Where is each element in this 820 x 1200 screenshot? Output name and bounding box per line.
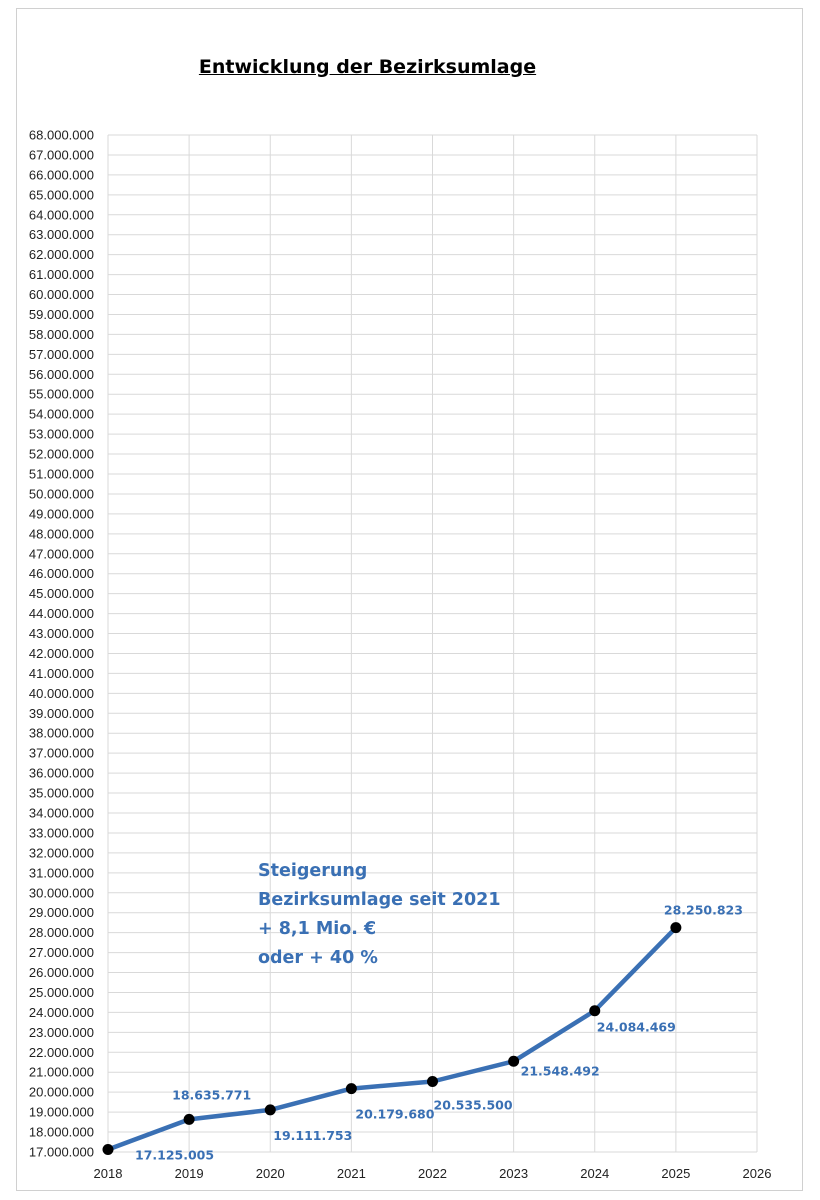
x-tick-label: 2022	[418, 1166, 447, 1181]
y-tick-label: 60.000.000	[28, 287, 94, 303]
data-label: 20.535.500	[433, 1097, 513, 1113]
y-tick-label: 34.000.000	[28, 805, 94, 821]
x-tick-label: 2024	[580, 1166, 610, 1181]
y-tick-label: 67.000.000	[28, 147, 94, 163]
y-tick-label: 45.000.000	[28, 586, 94, 602]
y-tick-label: 51.000.000	[28, 466, 94, 482]
data-point	[427, 1076, 438, 1087]
x-tick-label: 2019	[174, 1166, 204, 1181]
y-tick-label: 28.000.000	[28, 925, 94, 941]
annotation-line-2: Bezirksumlage seit 2021	[258, 890, 501, 910]
data-point	[184, 1114, 195, 1125]
y-tick-label: 24.000.000	[28, 1004, 94, 1020]
y-tick-label: 20.000.000	[28, 1084, 94, 1100]
data-label: 24.084.469	[596, 1019, 676, 1035]
data-point	[508, 1056, 519, 1067]
annotation-line-1: Steigerung	[258, 861, 368, 881]
y-tick-label: 63.000.000	[28, 227, 94, 243]
data-point	[103, 1144, 114, 1155]
y-tick-label: 49.000.000	[28, 506, 94, 522]
y-tick-label: 22.000.000	[28, 1044, 94, 1060]
data-point	[265, 1104, 276, 1115]
y-tick-label: 33.000.000	[28, 825, 94, 841]
y-tick-label: 58.000.000	[28, 326, 94, 342]
y-tick-label: 52.000.000	[28, 446, 94, 462]
y-tick-label: 59.000.000	[28, 306, 94, 322]
y-axis-ticks	[29, 128, 94, 1160]
y-tick-label: 31.000.000	[28, 865, 94, 881]
x-tick-label: 2021	[336, 1166, 366, 1181]
data-point	[589, 1005, 600, 1016]
y-tick-label: 42.000.000	[28, 645, 94, 661]
y-tick-label: 68.000.000	[28, 127, 94, 143]
y-tick-label: 48.000.000	[28, 526, 94, 542]
y-tick-label: 35.000.000	[28, 785, 94, 801]
data-label: 18.635.771	[172, 1087, 252, 1103]
y-tick-label: 38.000.000	[28, 725, 94, 741]
x-axis-ticks	[94, 1166, 772, 1181]
y-tick-label: 44.000.000	[28, 606, 94, 622]
x-tick-label: 2026	[742, 1166, 772, 1181]
annotation-line-4: oder + 40 %	[258, 948, 378, 968]
y-tick-label: 37.000.000	[28, 745, 94, 761]
y-tick-label: 55.000.000	[28, 386, 94, 402]
data-label: 21.548.492	[520, 1063, 600, 1079]
x-tick-label: 2025	[661, 1166, 691, 1181]
y-tick-label: 46.000.000	[28, 566, 94, 582]
y-tick-label: 54.000.000	[28, 406, 94, 422]
y-tick-label: 26.000.000	[28, 965, 94, 981]
y-tick-label: 23.000.000	[28, 1024, 94, 1040]
data-point	[346, 1083, 357, 1094]
annotation-line-3: + 8,1 Mio. €	[258, 919, 377, 939]
data-point	[670, 922, 681, 933]
y-tick-label: 61.000.000	[28, 267, 94, 283]
grid	[108, 135, 757, 1152]
y-tick-label: 39.000.000	[28, 705, 94, 721]
y-tick-label: 65.000.000	[28, 187, 94, 203]
y-tick-label: 50.000.000	[28, 486, 94, 502]
y-tick-label: 27.000.000	[28, 945, 94, 961]
y-tick-label: 64.000.000	[28, 207, 94, 223]
y-tick-label: 18.000.000	[28, 1124, 94, 1140]
y-tick-label: 47.000.000	[28, 546, 94, 562]
y-tick-label: 53.000.000	[28, 426, 94, 442]
x-tick-label: 2023	[499, 1166, 529, 1181]
data-label: 28.250.823	[663, 902, 743, 918]
x-tick-label: 2018	[93, 1166, 123, 1181]
data-label: 19.111.753	[273, 1127, 353, 1143]
y-tick-label: 41.000.000	[28, 665, 94, 681]
y-tick-label: 25.000.000	[28, 984, 94, 1000]
chart-title: Entwicklung der Bezirksumlage	[198, 56, 537, 78]
y-tick-label: 19.000.000	[28, 1104, 94, 1120]
y-tick-label: 36.000.000	[28, 765, 94, 781]
y-tick-label: 29.000.000	[28, 905, 94, 921]
data-label: 20.179.680	[355, 1106, 435, 1122]
y-tick-label: 32.000.000	[28, 845, 94, 861]
y-tick-label: 21.000.000	[28, 1064, 94, 1080]
y-tick-label: 17.000.000	[28, 1144, 94, 1160]
y-tick-label: 30.000.000	[28, 885, 94, 901]
x-tick-label: 2020	[255, 1166, 285, 1181]
y-tick-label: 57.000.000	[28, 346, 94, 362]
y-tick-label: 40.000.000	[28, 685, 94, 701]
y-tick-label: 62.000.000	[28, 247, 94, 263]
y-tick-label: 66.000.000	[28, 167, 94, 183]
data-label: 17.125.005	[135, 1147, 215, 1163]
y-tick-label: 56.000.000	[28, 366, 94, 382]
y-tick-label: 43.000.000	[28, 626, 94, 642]
annotation-text	[258, 857, 501, 973]
